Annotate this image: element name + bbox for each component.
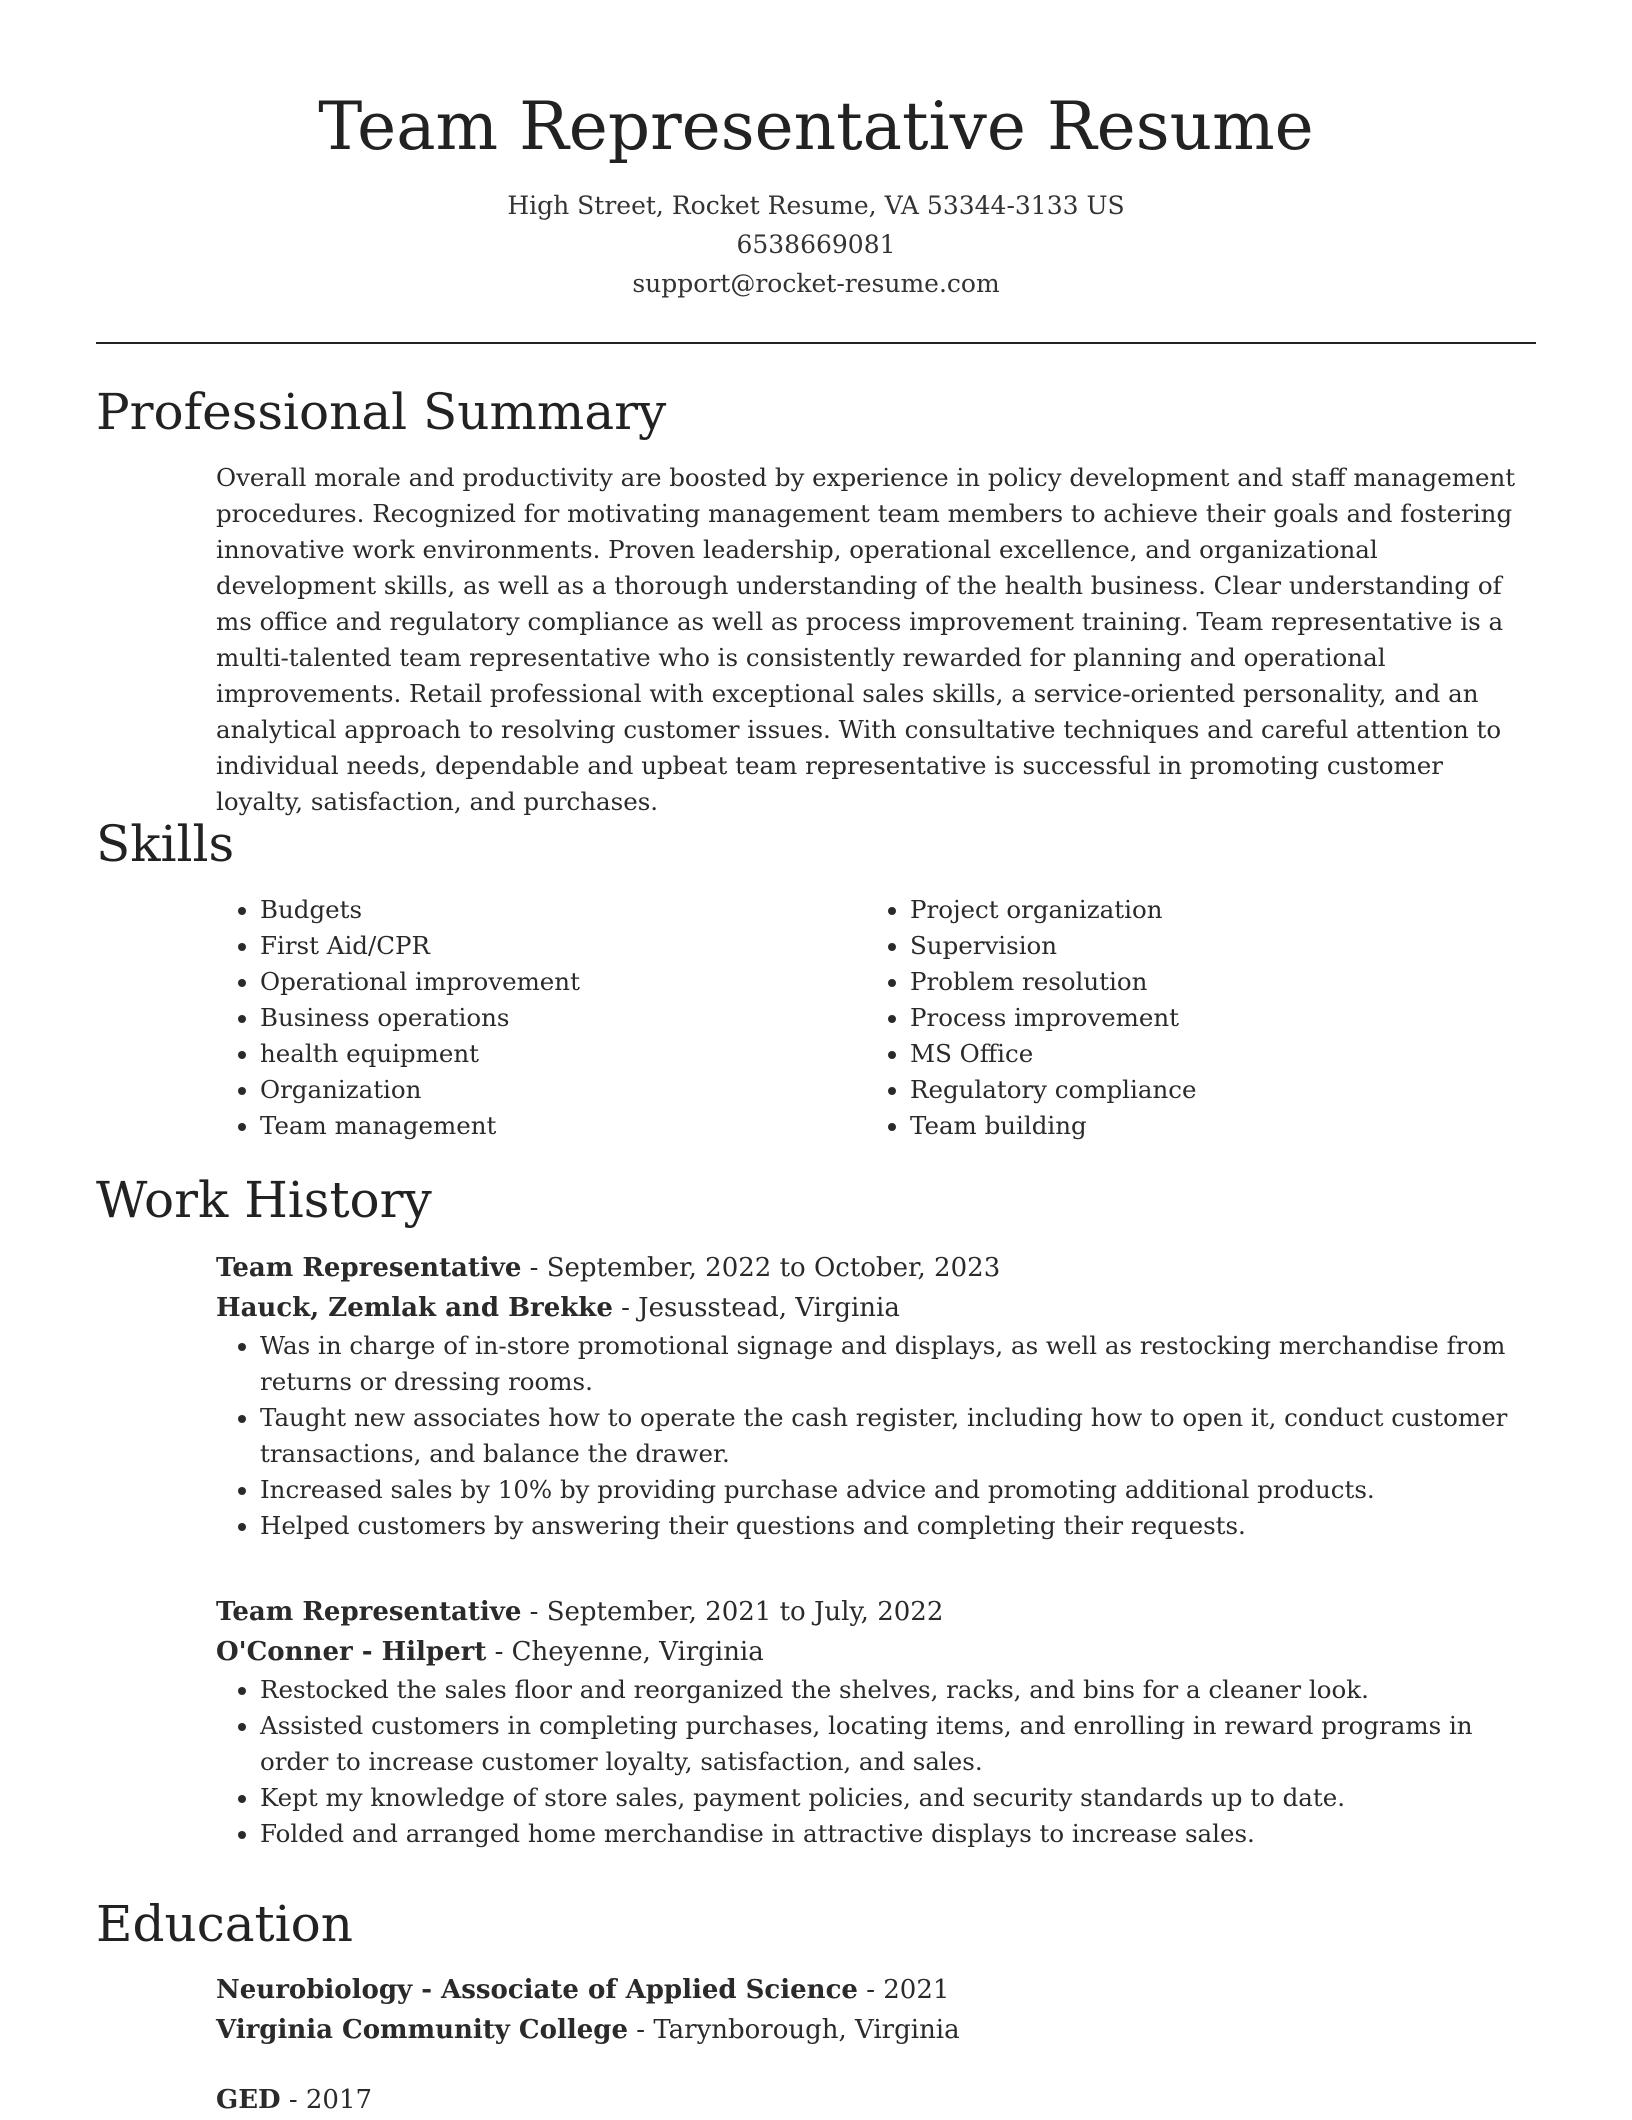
job-dates: - September, 2022 to October, 2023 [521, 1253, 1001, 1283]
skill-item: • Problem resolution [910, 964, 1506, 1000]
job-entry [216, 1248, 1536, 1544]
address-text: High Street, Rocket Resume, VA 53344-3133 US [507, 191, 1125, 220]
skill-item: • First Aid/CPR [260, 928, 856, 964]
job-duties-list [216, 1672, 1536, 1852]
skills-column-right [866, 892, 1506, 1144]
job-location: - Cheyenne, Virginia [486, 1637, 764, 1667]
job-company-line [216, 1288, 1536, 1328]
job-duty: • Folded and arranged home merchandise in attractive displays to increase sales. [260, 1816, 1536, 1852]
education-entry [216, 2080, 1536, 2120]
skill-item: • Team building [910, 1108, 1506, 1144]
job-duty: • Restocked the sales floor and reorganized the shelves, racks, and bins for a cleaner look. [260, 1672, 1536, 1708]
phone-text: 6538669081 [736, 230, 896, 259]
header-divider [96, 342, 1536, 344]
job-entry [216, 1592, 1536, 1852]
skill-item: • Process improvement [910, 1000, 1506, 1036]
job-duties-list [216, 1328, 1536, 1544]
skill-item: • Regulatory compliance [910, 1072, 1506, 1108]
skill-item: • Budgets [260, 892, 856, 928]
education-heading: Education [96, 1895, 353, 1953]
job-title-line [216, 1592, 1536, 1632]
summary-text: Overall morale and productivity are boosted by experience in policy development and staff management procedures. Recognized for motivating management team members to achieve their goals and fostering innovative work environments. Proven leadership, operational excellence, and organizational development skills, as well as a thorough understanding of the health business. Clear understanding of ms office and regulatory compliance as well as process improvement training. Team representative is a multi-talented team representative who is consistently rewarded for planning and operational improvements. Retail professional with exceptional sales skills, a service-oriented personality, and an analytical approach to resolving customer issues. With consultative techniques and careful attention to individual needs, dependable and upbeat team representative is successful in promoting customer loyalty, satisfaction, and purchases. [216, 463, 1516, 816]
education-entry [216, 1970, 1536, 2050]
skills-heading: Skills [96, 815, 235, 873]
job-title: Team Representative [216, 1597, 522, 1627]
job-company: O'Conner - Hilpert [216, 1637, 487, 1667]
job-duty: • Increased sales by 10% by providing purchase advice and promoting additional products. [260, 1472, 1536, 1508]
education-location: - Tarynborough, Virginia [628, 2015, 960, 2045]
resume-header [0, 0, 1632, 303]
job-company-line [216, 1632, 1536, 1672]
skill-item: • Organization [260, 1072, 856, 1108]
skill-item: • Project organization [910, 892, 1506, 928]
contact-block [0, 186, 1632, 303]
education-degree-line [216, 1970, 1536, 2010]
summary-heading: Professional Summary [96, 383, 667, 441]
education-degree: GED [216, 2085, 281, 2115]
skill-item: • Team management [260, 1108, 856, 1144]
job-duty: • Assisted customers in completing purchases, locating items, and enrolling in reward programs in order to increase customer loyalty, satisfaction, and sales. [260, 1708, 1536, 1780]
job-location: - Jesusstead, Virginia [612, 1293, 900, 1323]
education-school: Virginia Community College [216, 2015, 628, 2045]
skill-item: • MS Office [910, 1036, 1506, 1072]
job-duty: • Taught new associates how to operate the cash register, including how to open it, conduct customer transactions, and balance the drawer. [260, 1400, 1536, 1472]
job-title: Team Representative [216, 1253, 522, 1283]
job-company: Hauck, Zemlak and Brekke [216, 1293, 613, 1323]
work-history-heading: Work History [96, 1171, 432, 1229]
skill-item: • health equipment [260, 1036, 856, 1072]
education-year: - 2021 [857, 1975, 950, 2005]
job-title-line [216, 1248, 1536, 1288]
skill-item: • Business operations [260, 1000, 856, 1036]
skill-item: • Operational improvement [260, 964, 856, 1000]
skills-column-left [216, 892, 856, 1144]
resume-title: Team Representative Resume [318, 88, 1314, 165]
job-dates: - September, 2021 to July, 2022 [521, 1597, 944, 1627]
education-degree-line [216, 2080, 1536, 2120]
education-school-line [216, 2010, 1536, 2050]
skills-list-left [216, 892, 856, 1144]
job-duty: • Helped customers by answering their questions and completing their requests. [260, 1508, 1536, 1544]
email-text: support@rocket-resume.com [632, 269, 1000, 298]
skills-list-right [866, 892, 1506, 1144]
summary-section [216, 460, 1536, 820]
job-duty: • Was in charge of in-store promotional signage and displays, as well as restocking merchandise from returns or dressing rooms. [260, 1328, 1536, 1400]
job-duty: • Kept my knowledge of store sales, payment policies, and security standards up to date. [260, 1780, 1536, 1816]
education-degree: Neurobiology - Associate of Applied Science [216, 1975, 858, 2005]
education-year: - 2017 [280, 2085, 373, 2115]
skill-item: • Supervision [910, 928, 1506, 964]
